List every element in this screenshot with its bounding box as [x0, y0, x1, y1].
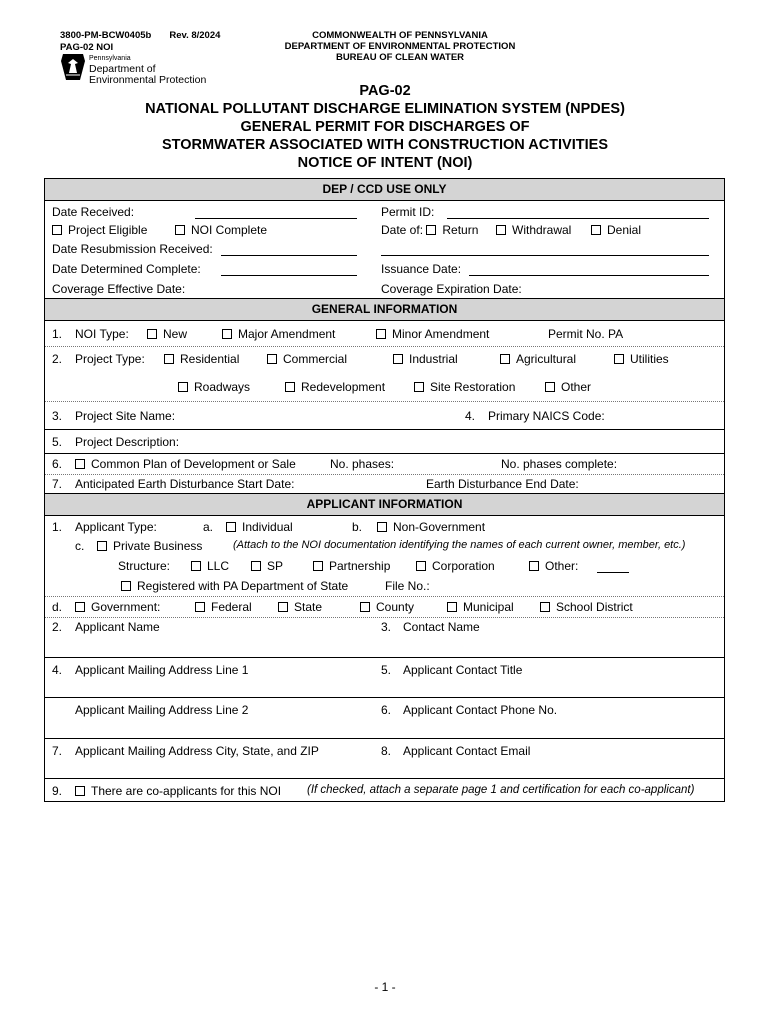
- address-line2-label: Applicant Mailing Address Line 2: [75, 703, 249, 717]
- co-applicants-note: (If checked, attach a separate page 1 and certification for each co-applicant): [307, 784, 695, 796]
- option-letter: b.: [352, 520, 363, 534]
- school-district-checkbox[interactable]: [540, 602, 550, 612]
- date-received-field[interactable]: [195, 206, 357, 219]
- co-applicants-checkbox[interactable]: [75, 786, 85, 796]
- corporation-label: Corporation: [432, 559, 495, 573]
- page-number: - 1 -: [374, 980, 396, 994]
- item-number: 3.: [381, 620, 392, 634]
- noi-type-label: NOI Type:: [75, 327, 129, 341]
- phases-complete-label: No. phases complete:: [501, 457, 618, 471]
- sp-label: SP: [267, 559, 284, 573]
- applicant-type-label: Applicant Type:: [75, 520, 157, 534]
- redevelopment-checkbox[interactable]: [285, 382, 295, 392]
- title-line2: NATIONAL POLLUTANT DISCHARGE ELIMINATION SYSTEM (NPDES): [145, 101, 625, 117]
- non-government-checkbox[interactable]: [377, 522, 387, 532]
- partnership-label: Partnership: [329, 559, 391, 573]
- noi-new-label: New: [163, 327, 188, 341]
- title-line3: GENERAL PERMIT FOR DISCHARGES OF: [240, 119, 530, 135]
- individual-label: Individual: [242, 520, 293, 534]
- project-eligible-label: Project Eligible: [68, 223, 148, 237]
- determined-complete-label: Date Determined Complete:: [52, 262, 201, 276]
- county-label: County: [376, 600, 415, 614]
- agricultural-checkbox[interactable]: [500, 354, 510, 364]
- structure-label: Structure:: [118, 559, 171, 573]
- coverage-effective-label: Coverage Effective Date:: [52, 282, 186, 296]
- agency-line2: DEPARTMENT OF ENVIRONMENTAL PROTECTION: [284, 41, 516, 52]
- major-amendment-checkbox[interactable]: [222, 329, 232, 339]
- item-number: 2.: [52, 620, 63, 634]
- item-number: 6.: [381, 703, 392, 717]
- residential-label: Residential: [180, 352, 240, 366]
- roadways-label: Roadways: [194, 380, 251, 394]
- minor-amendment-label: Minor Amendment: [392, 327, 490, 341]
- major-amendment-label: Major Amendment: [238, 327, 336, 341]
- school-district-label: School District: [556, 600, 633, 614]
- return-checkbox[interactable]: [426, 225, 436, 235]
- noi-complete-checkbox[interactable]: [175, 225, 185, 235]
- partnership-checkbox[interactable]: [313, 561, 323, 571]
- noi-form: [44, 178, 725, 802]
- co-applicants-label: There are co-applicants for this NOI: [91, 784, 282, 798]
- applicant-section-heading: APPLICANT INFORMATION: [45, 493, 724, 516]
- item-number: 7.: [52, 477, 63, 491]
- other-structure-field[interactable]: [597, 560, 629, 573]
- utilities-checkbox[interactable]: [614, 354, 624, 364]
- withdrawal-checkbox[interactable]: [496, 225, 506, 235]
- item-number: 2.: [52, 352, 63, 366]
- llc-checkbox[interactable]: [191, 561, 201, 571]
- utilities-label: Utilities: [630, 352, 669, 366]
- title-line5: NOTICE OF INTENT (NOI): [297, 155, 473, 171]
- municipal-label: Municipal: [463, 600, 514, 614]
- federal-label: Federal: [211, 600, 252, 614]
- item-number: 1.: [52, 520, 63, 534]
- dep-blank-line[interactable]: [381, 243, 709, 256]
- agency-header: [270, 30, 530, 63]
- no-phases-label: No. phases:: [330, 457, 395, 471]
- description-label: Project Description:: [75, 435, 180, 449]
- registered-checkbox[interactable]: [121, 581, 131, 591]
- commercial-label: Commercial: [283, 352, 348, 366]
- other-structure-checkbox[interactable]: [529, 561, 539, 571]
- item-number: 8.: [381, 744, 392, 758]
- denial-label: Denial: [607, 223, 642, 237]
- resubmission-field[interactable]: [221, 243, 357, 256]
- attach-note: (Attach to the NOI documentation identifying the names of each current owner, member, etc.): [233, 539, 686, 551]
- date-received-label: Date Received:: [52, 205, 135, 219]
- item-number: 7.: [52, 744, 63, 758]
- common-plan-checkbox[interactable]: [75, 459, 85, 469]
- permit-no-label: Permit No. PA: [548, 327, 624, 341]
- industrial-label: Industrial: [409, 352, 458, 366]
- sp-checkbox[interactable]: [251, 561, 261, 571]
- logo-line2: Environmental Protection: [89, 74, 207, 86]
- project-eligible-checkbox[interactable]: [52, 225, 62, 235]
- government-checkbox[interactable]: [75, 602, 85, 612]
- logo-state: Pennsylvania: [89, 55, 131, 62]
- option-letter: c.: [75, 539, 85, 553]
- option-letter: a.: [203, 520, 214, 534]
- commercial-checkbox[interactable]: [267, 354, 277, 364]
- city-state-zip-label: Applicant Mailing Address City, State, and ZIP: [75, 744, 319, 758]
- other-project-label: Other: [561, 380, 592, 394]
- permit-id-field[interactable]: [447, 206, 709, 219]
- withdrawal-label: Withdrawal: [512, 223, 572, 237]
- return-label: Return: [442, 223, 479, 237]
- state-checkbox[interactable]: [278, 602, 288, 612]
- item-number: 5.: [381, 663, 392, 677]
- common-plan-label: Common Plan of Development or Sale: [91, 457, 296, 471]
- industrial-checkbox[interactable]: [393, 354, 403, 364]
- item-number: 9.: [52, 784, 63, 798]
- item-number: 3.: [52, 409, 63, 423]
- resubmission-label: Date Resubmission Received:: [52, 242, 213, 256]
- noi-complete-label: NOI Complete: [191, 223, 268, 237]
- naics-label: Primary NAICS Code:: [488, 409, 605, 423]
- non-government-label: Non-Government: [393, 520, 486, 534]
- title-line4: STORMWATER ASSOCIATED WITH CONSTRUCTION ACTIVITIES: [161, 137, 608, 153]
- other-structure-label: Other:: [545, 559, 579, 573]
- end-date-label: Earth Disturbance End Date:: [426, 477, 579, 491]
- contact-name-label: Contact Name: [403, 620, 480, 634]
- form-revision: Rev. 8/2024: [169, 30, 221, 41]
- minor-amendment-checkbox[interactable]: [376, 329, 386, 339]
- date-of-label: Date of:: [381, 223, 424, 237]
- other-project-checkbox[interactable]: [545, 382, 555, 392]
- start-date-label: Anticipated Earth Disturbance Start Date:: [75, 477, 295, 491]
- agency-line3: BUREAU OF CLEAN WATER: [335, 52, 465, 63]
- general-section-heading: GENERAL INFORMATION: [45, 298, 724, 321]
- denial-checkbox[interactable]: [591, 225, 601, 235]
- individual-checkbox[interactable]: [226, 522, 236, 532]
- contact-phone-label: Applicant Contact Phone No.: [403, 703, 558, 717]
- site-name-label: Project Site Name:: [75, 409, 176, 423]
- contact-email-label: Applicant Contact Email: [403, 744, 531, 758]
- determined-complete-field[interactable]: [221, 263, 357, 276]
- dep-section-heading: DEP / CCD USE ONLY: [45, 179, 724, 201]
- logo-line1: Department of: [89, 63, 156, 75]
- applicant-name-label: Applicant Name: [75, 620, 160, 634]
- form-header-left: [60, 30, 238, 54]
- project-type-label: Project Type:: [75, 352, 145, 366]
- item-number: 1.: [52, 327, 63, 341]
- form-id: 3800-PM-BCW0405b: [60, 30, 152, 41]
- corporation-checkbox[interactable]: [416, 561, 426, 571]
- noi-new-checkbox[interactable]: [147, 329, 157, 339]
- item-number: 4.: [52, 663, 63, 677]
- file-no-label: File No.:: [385, 579, 430, 593]
- agency-line1: COMMONWEALTH OF PENNSYLVANIA: [312, 30, 488, 41]
- agricultural-label: Agricultural: [516, 352, 577, 366]
- keystone-icon: [60, 53, 86, 81]
- private-business-checkbox[interactable]: [97, 541, 107, 551]
- municipal-checkbox[interactable]: [447, 602, 457, 612]
- coverage-expiration-label: Coverage Expiration Date:: [381, 282, 522, 296]
- title-line1: PAG-02: [359, 83, 411, 99]
- option-letter: d.: [52, 600, 63, 614]
- site-restoration-checkbox[interactable]: [414, 382, 424, 392]
- form-code: PAG-02 NOI: [60, 42, 114, 53]
- redevelopment-label: Redevelopment: [301, 380, 386, 394]
- issuance-date-label: Issuance Date:: [381, 262, 462, 276]
- item-number: 4.: [465, 409, 476, 423]
- llc-label: LLC: [207, 559, 230, 573]
- site-restoration-label: Site Restoration: [430, 380, 516, 394]
- federal-checkbox[interactable]: [195, 602, 205, 612]
- contact-title-label: Applicant Contact Title: [403, 663, 523, 677]
- county-checkbox[interactable]: [360, 602, 370, 612]
- state-label: State: [294, 600, 323, 614]
- issuance-date-field[interactable]: [469, 263, 709, 276]
- form-title: [40, 82, 730, 172]
- private-business-label: Private Business: [113, 539, 203, 553]
- registered-label: Registered with PA Department of State: [137, 579, 349, 593]
- permit-id-label: Permit ID:: [381, 205, 435, 219]
- address-line1-label: Applicant Mailing Address Line 1: [75, 663, 249, 677]
- item-number: 5.: [52, 435, 63, 449]
- item-number: 6.: [52, 457, 63, 471]
- residential-checkbox[interactable]: [164, 354, 174, 364]
- roadways-checkbox[interactable]: [178, 382, 188, 392]
- government-label: Government:: [91, 600, 161, 614]
